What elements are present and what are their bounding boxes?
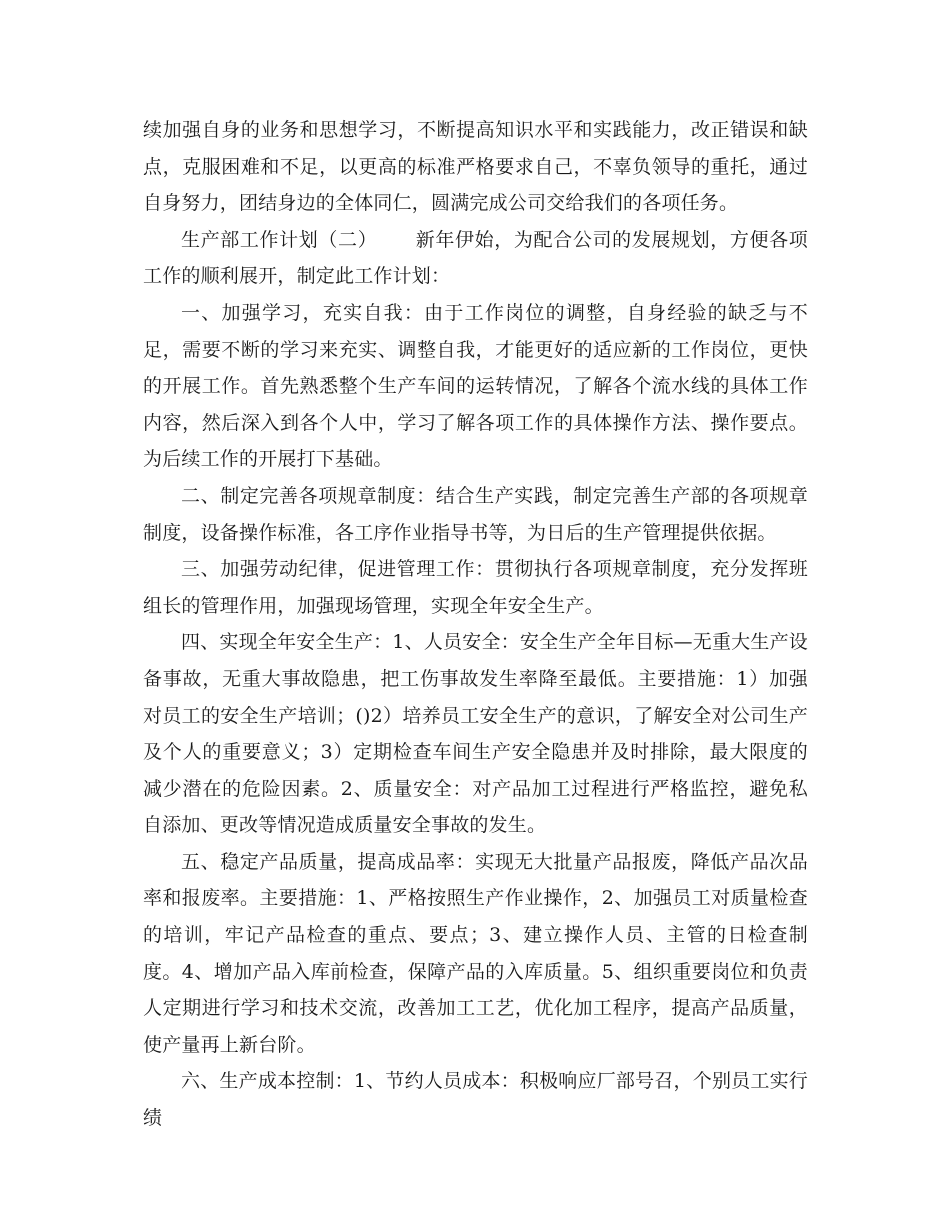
paragraph-text: 一、加强学习，充实自我：由于工作岗位的调整，自身经验的缺乏与不足，需要不断的学习来充实、调整自我，才能更好的适应新的工作岗位，更快的开展工作。首先熟悉整个生产车间的运转情况，了解各个流水线的具体工作内容，然后深入到各个人中，学习了解各项工作的具体操作方法、操作要点。为后续工作的开展打下基础。 [143, 301, 808, 471]
paragraph-text: 五、稳定产品质量，提高成品率：实现无大批量产品报废，降低产品次品率和报废率。主要措施：1、严格按照生产作业操作，2、加强员工对质量检查的培训，牢记产品检查的重点、要点；3、建立操作人员、主管的日检查制度。4、增加产品入库前检查，保障产品的入库质量。5、组织重要岗位和负责人定期进行学习和技术交流，改善加工工艺，优化加工程序，提高产品质量，使产量再上新台阶。 [143, 850, 808, 1056]
paragraph-section-heading [143, 222, 808, 295]
paragraph-item-5 [143, 844, 808, 1064]
paragraph-text: 续加强自身的业务和思想学习，不断提高知识水平和实践能力，改正错误和缺点，克服困难和不足，以更高的标准严格要求自己，不辜负领导的重托，通过自身努力，团结身边的全体同仁，圆满完成公司交给我们的各项任务。 [143, 119, 808, 215]
section-heading: 生产部工作计划（二） [181, 228, 378, 251]
paragraph-item-6 [143, 1063, 808, 1136]
paragraph-item-3 [143, 551, 808, 624]
paragraph-text: 六、生产成本控制：1、节约人员成本：积极响应厂部号召，个别员工实行绩 [143, 1070, 808, 1130]
paragraph-text: 新年伊始，为配合公司的发展规划，方便各项工作的顺利展开，制定此工作计划： [143, 228, 808, 288]
paragraph-text: 三、加强劳动纪律，促进管理工作：贯彻执行各项规章制度，充分发挥班组长的管理作用，加强现场管理，实现全年安全生产。 [143, 558, 808, 617]
paragraph-item-2 [143, 478, 808, 551]
paragraph-text: 四、实现全年安全生产：1、人员安全：安全生产全年目标—无重大生产设备事故，无重大事故隐患，把工伤事故发生率降至最低。主要措施：1）加强对员工的安全生产培训；()2）培养员工安全生产的意识，了解安全对公司生产及个人的重要意义；3）定期检查车间生产安全隐患并及时排除，最大限度的减少潜在的危险因素。2、质量安全：对产品加工过程进行严格监控，避免私自添加、更改等情况造成质量安全事故的发生。 [143, 631, 808, 837]
document-body [143, 112, 808, 1137]
paragraph-continuation [143, 112, 808, 222]
paragraph-item-1 [143, 295, 808, 478]
paragraph-text: 二、制定完善各项规章制度：结合生产实践，制定完善生产部的各项规章制度，设备操作标准，各工序作业指导书等，为日后的生产管理提供依据。 [143, 484, 808, 544]
paragraph-item-4 [143, 624, 808, 844]
